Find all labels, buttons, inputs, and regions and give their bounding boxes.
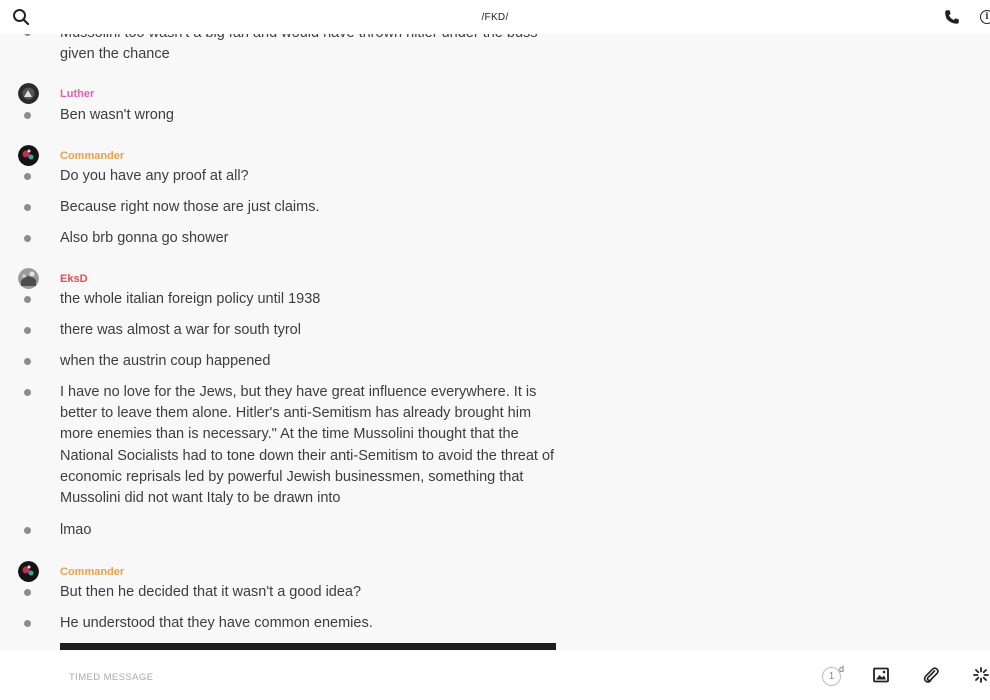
message-bullet — [24, 235, 31, 242]
conversation-header — [0, 0, 990, 34]
search-icon[interactable] — [12, 8, 30, 26]
message-bullet — [24, 620, 31, 627]
message-bullet — [24, 112, 31, 119]
timer-unit: d — [839, 664, 845, 674]
avatar-commander[interactable] — [18, 145, 39, 166]
message-bullet — [24, 173, 31, 180]
avatar-eksd[interactable] — [18, 268, 39, 289]
avatar-luther[interactable] — [18, 83, 39, 104]
message-text: the whole italian foreign policy until 1938 — [60, 291, 321, 307]
message-text: Also brb gonna go shower — [60, 230, 229, 246]
author-name[interactable]: Luther — [60, 88, 95, 100]
message-text: there was almost a war for south tyrol — [60, 322, 301, 338]
phone-icon[interactable] — [944, 9, 960, 25]
message-bullet — [24, 589, 31, 596]
avatar-commander[interactable] — [18, 561, 39, 582]
message-text: Do you have any proof at all? — [60, 168, 249, 184]
author-name[interactable]: EksD — [60, 273, 88, 285]
info-icon[interactable]: i — [980, 10, 990, 24]
timer-button[interactable] — [822, 665, 844, 687]
message-bullet — [24, 327, 31, 334]
author-name[interactable]: Commander — [60, 150, 125, 162]
message-text: Because right now those are just claims. — [60, 199, 320, 215]
message-bullet — [24, 527, 31, 534]
message-line: given the chance — [60, 46, 170, 63]
image-icon[interactable] — [873, 667, 889, 683]
message-input[interactable] — [67, 668, 671, 686]
conversation-title[interactable]: /FKD/ — [481, 11, 509, 23]
message-text: He understood that they have common enemies. — [60, 615, 373, 631]
message-text: lmao — [60, 522, 92, 538]
message-composer — [0, 650, 990, 700]
message-text: But then he decided that it wasn't a good idea? — [60, 584, 362, 600]
message-bullet — [24, 358, 31, 365]
media-preview[interactable] — [60, 643, 556, 650]
message-text: Ben wasn't wrong — [60, 107, 174, 123]
message-bullet — [24, 204, 31, 211]
message-bullet — [24, 296, 31, 303]
message-bullet — [24, 389, 31, 396]
timer-value: 1 — [828, 671, 835, 682]
author-name[interactable]: Commander — [60, 566, 125, 578]
paperclip-icon[interactable] — [922, 666, 940, 684]
message-text: when the austrin coup happened — [60, 353, 271, 369]
message-text: I have no love for the Jews, but they have great influence everywhere. It is better to leave them alone. Hitler's anti-Semitism has already brought him more enemies than is necessary." At the time Mussolini thought that the National Socialists had to tone down their anti-Semitism to avoid the threat of economic reprisals led by powerful Jewish businessmen, something that Mussolini did not want Italy to be drawn into — [60, 384, 555, 507]
sparkle-icon[interactable] — [972, 666, 990, 684]
